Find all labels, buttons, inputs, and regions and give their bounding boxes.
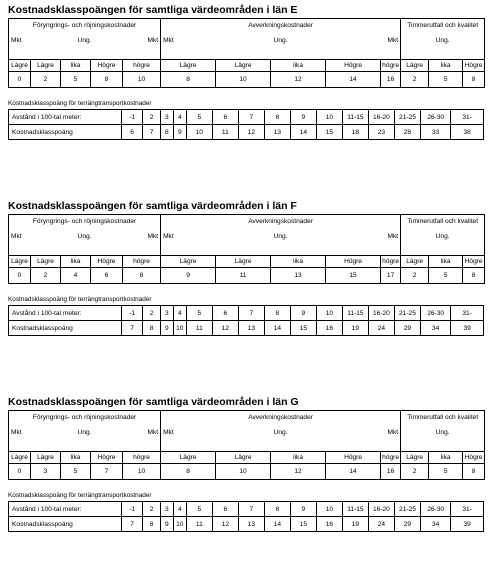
sub-label: högre	[123, 256, 161, 268]
sub-label: lika	[271, 60, 326, 72]
cost-table	[8, 18, 485, 88]
sub-label: lika	[61, 452, 91, 464]
forying-header: Föryngrings- och röjningskostnader	[32, 414, 137, 421]
points-value: 9	[173, 125, 186, 140]
points-value: 39	[451, 517, 484, 532]
ung-label: Ung.	[435, 233, 450, 240]
points-value: 9	[160, 517, 173, 532]
ung-label: Ung.	[273, 233, 288, 240]
distance-value: 4	[173, 306, 186, 321]
cost-value: 10	[216, 464, 271, 480]
cost-value: 10	[216, 72, 271, 88]
distance-value: 9	[290, 306, 316, 321]
distance-value: 11-15	[342, 110, 368, 125]
cost-table	[8, 410, 485, 480]
points-value: 16	[316, 517, 342, 532]
distance-value: 3	[160, 502, 173, 517]
mkt-label: Mkt	[11, 37, 22, 44]
distance-value: 31-	[451, 502, 484, 517]
points-value: 14	[264, 321, 290, 336]
cost-value: 5	[429, 464, 463, 480]
mkt-label: Mkt	[387, 37, 399, 44]
points-label: Kostnadsklasspoäng	[9, 125, 122, 140]
forying-header: Föryngrings- och röjningskostnader	[32, 218, 137, 225]
points-value: 19	[342, 517, 368, 532]
points-value: 15	[316, 125, 342, 140]
cost-value: 8	[463, 464, 485, 480]
sub-label: Lägre	[401, 452, 429, 464]
distance-value: 21-25	[394, 502, 420, 517]
distance-value: 6	[212, 502, 238, 517]
cost-section	[8, 4, 486, 140]
points-value: 39	[451, 321, 484, 336]
mkt-label: Mkt	[163, 429, 174, 436]
points-value: 11	[212, 125, 238, 140]
distance-value: 21-25	[394, 306, 420, 321]
distance-value: 10	[316, 110, 342, 125]
cost-value: 8	[161, 72, 216, 88]
points-value: 6	[121, 125, 143, 140]
forying-header-cell	[9, 215, 161, 256]
sub-label: Lägre	[161, 452, 216, 464]
timmer-header-cell	[401, 215, 485, 256]
distance-value: 4	[173, 110, 186, 125]
points-value: 8	[160, 125, 173, 140]
sub-label: lika	[61, 60, 91, 72]
points-label: Kostnadsklasspoäng	[9, 517, 122, 532]
sub-label: Lägre	[9, 452, 31, 464]
distance-value: 7	[238, 502, 264, 517]
distance-value: 8	[264, 306, 290, 321]
points-value: 16	[316, 321, 342, 336]
sub-label: högre	[123, 60, 161, 72]
cost-value: 14	[326, 72, 381, 88]
points-value: 12	[238, 125, 264, 140]
distance-label: Avstånd i 100-tal meter:	[9, 502, 122, 517]
cost-value: 8	[161, 464, 216, 480]
points-value: 11	[186, 517, 212, 532]
distance-value: 8	[264, 502, 290, 517]
distance-label: Avstånd i 100-tal meter:	[9, 306, 122, 321]
cost-table	[8, 214, 485, 284]
cost-value: 10	[123, 464, 161, 480]
transport-table	[8, 109, 484, 140]
points-value: 15	[290, 517, 316, 532]
sub-label: Högre	[463, 452, 485, 464]
transport-title: Kostnadsklasspoäng för terrängtransportkostnader	[8, 296, 152, 303]
points-value: 29	[394, 321, 420, 336]
sub-label: lika	[271, 452, 326, 464]
forying-header-cell	[9, 19, 161, 60]
cost-value: 5	[429, 72, 463, 88]
sub-label: högre	[381, 60, 401, 72]
cost-value: 12	[271, 72, 326, 88]
cost-value: 5	[429, 268, 463, 284]
cost-value: 8	[463, 72, 485, 88]
ung-label: Ung.	[273, 37, 288, 44]
avverk-header: Avverkningskostnader	[248, 414, 313, 421]
distance-value: 9	[290, 502, 316, 517]
transport-title: Kostnadsklasspoäng för terrängtransportkostnader	[8, 100, 152, 107]
timmer-header-cell	[401, 19, 485, 60]
points-value: 18	[342, 125, 368, 140]
points-value: 7	[121, 517, 143, 532]
ung-label: Ung.	[273, 429, 288, 436]
sub-label: lika	[271, 256, 326, 268]
timmer-header: Timmerutfall och kvalitet	[407, 22, 479, 29]
points-value: 29	[394, 517, 420, 532]
sub-label: Lägre	[401, 60, 429, 72]
points-value: 11	[186, 321, 212, 336]
distance-value: -1	[121, 502, 143, 517]
timmer-header-cell	[401, 411, 485, 452]
cost-value: 3	[31, 464, 61, 480]
cost-section	[8, 396, 486, 532]
distance-value: 7	[238, 306, 264, 321]
avverk-header: Avverkningskostnader	[248, 22, 313, 29]
distance-value: 31-	[451, 110, 484, 125]
sub-label: Högre	[326, 256, 381, 268]
cost-value: 14	[326, 464, 381, 480]
ung-label: Ung.	[77, 37, 92, 44]
distance-value: 7	[238, 110, 264, 125]
sub-label: Lägre	[9, 256, 31, 268]
cost-value: 0	[9, 268, 31, 284]
sub-label: lika	[61, 256, 91, 268]
distance-value: 16-20	[368, 502, 394, 517]
sub-label: Högre	[326, 60, 381, 72]
mkt-label: Mkt	[163, 233, 174, 240]
timmer-header: Timmerutfall och kvalitet	[407, 414, 479, 421]
points-value: 19	[342, 321, 368, 336]
distance-value: 6	[212, 110, 238, 125]
points-value: 23	[368, 125, 394, 140]
cost-value: 17	[381, 268, 401, 284]
cost-value: 16	[381, 464, 401, 480]
sub-label: Lägre	[216, 60, 271, 72]
sub-label: Högre	[91, 452, 123, 464]
points-value: 34	[420, 517, 450, 532]
distance-value: 26-30	[420, 110, 450, 125]
sub-label: Lägre	[31, 60, 61, 72]
cost-value: 5	[61, 464, 91, 480]
cost-value: 2	[401, 72, 429, 88]
sub-label: lika	[429, 452, 463, 464]
sub-label: Högre	[463, 60, 485, 72]
distance-value: 5	[186, 502, 212, 517]
section-title: Kostnadsklasspoängen för samtliga värdeområden i län G	[8, 396, 299, 408]
distance-value: 9	[290, 110, 316, 125]
points-value: 9	[160, 321, 173, 336]
points-value: 24	[368, 517, 394, 532]
sub-label: Högre	[463, 256, 485, 268]
points-value: 7	[121, 321, 143, 336]
distance-value: 10	[316, 502, 342, 517]
cost-value: 0	[9, 464, 31, 480]
sub-label: Lägre	[9, 60, 31, 72]
cost-value: 9	[161, 268, 216, 284]
sub-label: högre	[381, 256, 401, 268]
sub-label: Lägre	[401, 256, 429, 268]
points-value: 10	[173, 517, 186, 532]
sub-label: Lägre	[31, 256, 61, 268]
distance-label: Avstånd i 100-tal meter:	[9, 110, 122, 125]
distance-value: 5	[186, 110, 212, 125]
distance-value: 2	[143, 306, 160, 321]
sub-label: lika	[429, 256, 463, 268]
ung-label: Ung.	[435, 429, 450, 436]
sub-label: Högre	[91, 256, 123, 268]
points-value: 12	[212, 321, 238, 336]
points-value: 14	[290, 125, 316, 140]
sub-label: högre	[381, 452, 401, 464]
cost-value: 2	[31, 268, 61, 284]
avverk-header-cell	[161, 411, 401, 452]
cost-value: 16	[381, 72, 401, 88]
points-value: 7	[143, 125, 160, 140]
points-value: 14	[264, 517, 290, 532]
cost-value: 4	[61, 268, 91, 284]
distance-value: 11-15	[342, 502, 368, 517]
points-value: 8	[143, 517, 160, 532]
distance-value: 11-15	[342, 306, 368, 321]
sub-label: Högre	[91, 60, 123, 72]
avverk-header: Avverkningskostnader	[248, 218, 313, 225]
mkt-label: Mkt	[11, 429, 22, 436]
mkt-label: Mkt	[147, 37, 159, 44]
cost-value: 2	[401, 268, 429, 284]
cost-value: 7	[91, 464, 123, 480]
transport-title: Kostnadsklasspoäng för terrängtransportkostnader	[8, 492, 152, 499]
cost-value: 8	[91, 72, 123, 88]
cost-value: 11	[216, 268, 271, 284]
points-value: 13	[264, 125, 290, 140]
mkt-label: Mkt	[147, 233, 159, 240]
sub-label: Lägre	[161, 60, 216, 72]
cost-value: 5	[61, 72, 91, 88]
distance-value: 6	[212, 306, 238, 321]
cost-value: 0	[9, 72, 31, 88]
points-value: 10	[173, 321, 186, 336]
ung-label: Ung.	[435, 37, 450, 44]
timmer-header: Timmerutfall och kvalitet	[407, 218, 479, 225]
distance-value: 31-	[451, 306, 484, 321]
section-title: Kostnadsklasspoängen för samtliga värdeområden i län E	[8, 4, 298, 16]
sub-label: Högre	[326, 452, 381, 464]
distance-value: 10	[316, 306, 342, 321]
distance-value: 26-30	[420, 502, 450, 517]
cost-section	[8, 200, 486, 336]
distance-value: 21-25	[394, 110, 420, 125]
mkt-label: Mkt	[387, 429, 399, 436]
sub-label: lika	[429, 60, 463, 72]
distance-value: 8	[264, 110, 290, 125]
distance-value: 3	[160, 306, 173, 321]
cost-value: 2	[401, 464, 429, 480]
transport-table	[8, 501, 484, 532]
distance-value: 3	[160, 110, 173, 125]
cost-value: 2	[31, 72, 61, 88]
forying-header: Föryngrings- och röjningskostnader	[32, 22, 137, 29]
sub-label: Lägre	[31, 452, 61, 464]
ung-label: Ung.	[77, 233, 92, 240]
cost-value: 13	[271, 268, 326, 284]
sub-label: Lägre	[216, 452, 271, 464]
mkt-label: Mkt	[147, 429, 159, 436]
points-value: 34	[420, 321, 450, 336]
points-value: 24	[368, 321, 394, 336]
distance-value: 2	[143, 110, 160, 125]
mkt-label: Mkt	[387, 233, 399, 240]
points-value: 15	[290, 321, 316, 336]
mkt-label: Mkt	[11, 233, 22, 240]
mkt-label: Mkt	[163, 37, 174, 44]
points-value: 8	[143, 321, 160, 336]
forying-header-cell	[9, 411, 161, 452]
cost-value: 8	[463, 268, 485, 284]
cost-value: 10	[123, 72, 161, 88]
avverk-header-cell	[161, 19, 401, 60]
cost-value: 8	[123, 268, 161, 284]
cost-value: 15	[326, 268, 381, 284]
points-value: 13	[238, 517, 264, 532]
points-value: 10	[186, 125, 212, 140]
sub-label: Lägre	[216, 256, 271, 268]
distance-value: 16-20	[368, 306, 394, 321]
sub-label: Lägre	[161, 256, 216, 268]
distance-value: -1	[121, 110, 143, 125]
distance-value: 2	[143, 502, 160, 517]
cost-value: 12	[271, 464, 326, 480]
points-value: 12	[212, 517, 238, 532]
distance-value: 5	[186, 306, 212, 321]
cost-value: 6	[91, 268, 123, 284]
points-value: 13	[238, 321, 264, 336]
distance-value: -1	[121, 306, 143, 321]
points-value: 28	[394, 125, 420, 140]
points-label: Kostnadsklasspoäng	[9, 321, 122, 336]
distance-value: 16-20	[368, 110, 394, 125]
distance-value: 26-30	[420, 306, 450, 321]
transport-table	[8, 305, 484, 336]
sub-label: högre	[123, 452, 161, 464]
avverk-header-cell	[161, 215, 401, 256]
points-value: 38	[451, 125, 484, 140]
points-value: 33	[420, 125, 450, 140]
ung-label: Ung.	[77, 429, 92, 436]
distance-value: 4	[173, 502, 186, 517]
section-title: Kostnadsklasspoängen för samtliga värdeområden i län F	[8, 200, 297, 212]
